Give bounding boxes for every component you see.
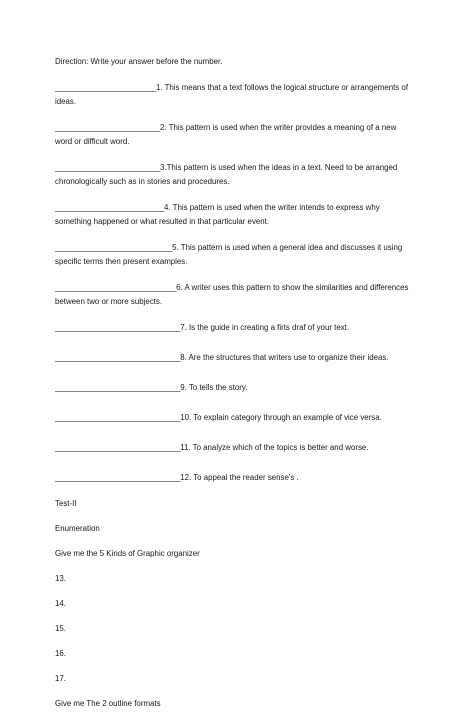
question-3 (55, 157, 427, 188)
question-5 (55, 237, 427, 268)
answer-blank: _____________________________ (55, 243, 173, 252)
question-continuation: word or difficult word. (55, 137, 130, 146)
test-2-title: Test-II (55, 499, 77, 508)
direction-text: Direction: Write your answer before the number. (55, 57, 223, 66)
enumeration-number-13: 13. (55, 574, 66, 583)
answer-blank: _________________________ (55, 83, 156, 92)
question-11 (55, 437, 427, 455)
question-text: 8. Are the structures that writers use to organize their ideas. (180, 353, 389, 362)
question-continuation: between two or more subjects. (55, 297, 163, 306)
question-9 (55, 377, 427, 395)
answer-blank: _______________________________ (55, 353, 181, 362)
question-7 (55, 317, 427, 335)
question-text: 11. To analyze which of the topics is better and worse. (180, 443, 369, 452)
question-text: 4. This pattern is used when the writer intends to express why (164, 203, 380, 212)
question-8 (55, 347, 427, 365)
answer-blank: _______________________________ (55, 413, 181, 422)
enumeration-number-14: 14. (55, 599, 66, 608)
worksheet-page (55, 55, 427, 722)
test-2-subtitle: Enumeration (55, 524, 100, 533)
answer-blank: _______________________________ (55, 383, 181, 392)
graphic-organizer-prompt: Give me the 5 Kinds of Graphic organizer (55, 549, 200, 558)
question-text: 7. Is the guide in creating a firts draf of your text. (180, 323, 350, 332)
question-continuation: chronologically such as in stories and procedures. (55, 177, 230, 186)
outline-formats-prompt: Give me The 2 outline formats (55, 699, 161, 708)
question-12 (55, 467, 427, 485)
question-text: 9. To tells the story. (180, 383, 248, 392)
question-text: 2. This pattern is used when the writer provides a meaning of a new (160, 123, 397, 132)
answer-blank: __________________________ (55, 163, 160, 172)
question-10 (55, 407, 427, 425)
question-2 (55, 117, 427, 148)
answer-blank: ___________________________ (55, 203, 165, 212)
question-continuation: ideas. (55, 97, 77, 106)
enumeration-number-15: 15. (55, 624, 66, 633)
question-1 (55, 77, 427, 108)
question-text: 10. To explain category through an example of vice versa. (180, 413, 382, 422)
question-continuation: something happened or what resulted in that particular event. (55, 217, 270, 226)
question-text: 12. To appeal the reader sense's . (180, 473, 299, 482)
question-6 (55, 277, 427, 308)
question-continuation: specific terms then present examples. (55, 257, 188, 266)
question-text: 6. A writer uses this pattern to show the similarities and differences (176, 283, 409, 292)
question-text: 3.This pattern is used when the ideas in a text. Need to be arranged (160, 163, 398, 172)
answer-blank: _______________________________ (55, 323, 181, 332)
question-text: 5. This pattern is used when a general idea and discusses it using (172, 243, 403, 252)
answer-blank: ______________________________ (55, 283, 177, 292)
answer-blank: _______________________________ (55, 443, 181, 452)
enumeration-number-17: 17. (55, 674, 66, 683)
answer-blank: _______________________________ (55, 473, 181, 482)
enumeration-number-16: 16. (55, 649, 66, 658)
question-4 (55, 197, 427, 228)
question-text: 1. This means that a text follows the logical structure or arrangements of (155, 83, 409, 92)
answer-blank: __________________________ (55, 123, 160, 132)
